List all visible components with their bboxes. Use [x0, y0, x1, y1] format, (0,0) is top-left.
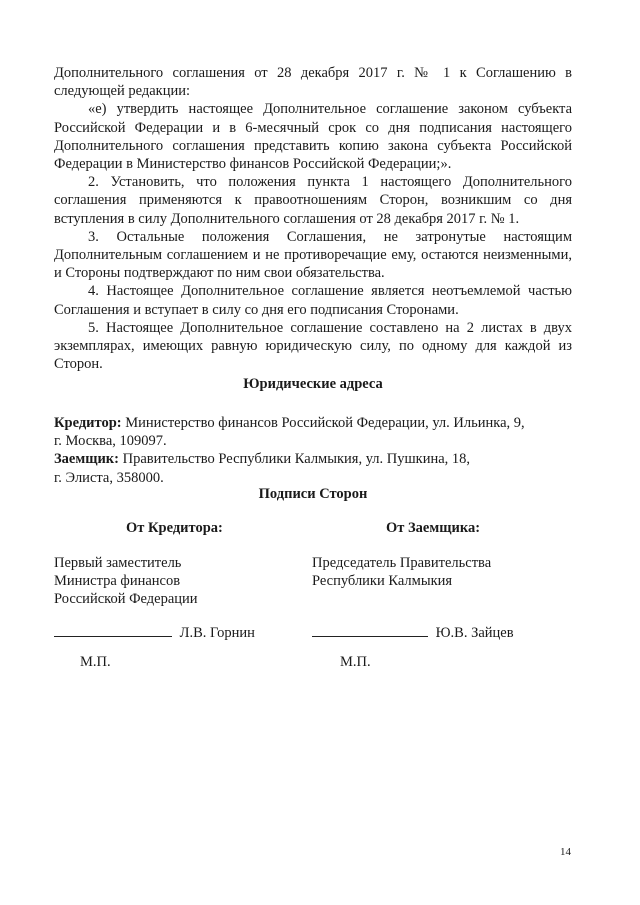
paragraph-subclause-e: «е) утвердить настоящее Дополнительное соглашение законом субъекта Российской Федерации и в 6-месячный срок со дня подписания настоящего Дополнительного соглашения представить копию закона субъекта Российской Федерации в Министерство финансов Российской Федерации;».	[54, 101, 572, 173]
legal-addresses-heading: Юридические адреса	[243, 376, 383, 392]
paragraph-clause-5: 5. Настоящее Дополнительное соглашение составлено на 2 листах в двух экземплярах, имеющих равную юридическую силу, по одному для каждой из Сторон.	[54, 319, 572, 373]
signature-underline	[312, 624, 428, 637]
paragraph-clause-3: 3. Остальные положения Соглашения, не затронутые настоящим Дополнительным соглашением и не противоречащие ему, остаются неизменными, и Стороны подтверждают по ним свои обязательства.	[54, 228, 572, 282]
signature-underline	[54, 624, 172, 637]
creditor-stamp-place: М.П.	[80, 654, 111, 670]
creditor-label: Кредитор:	[54, 415, 122, 431]
legal-addresses-block	[54, 414, 572, 487]
page-number: 14	[560, 846, 571, 858]
signatures-heading: Подписи Сторон	[258, 486, 368, 502]
borrower-position-line: Республики Калмыкия	[312, 573, 453, 590]
borrower-signatory-position	[312, 554, 491, 590]
paragraph-clause-4: 4. Настоящее Дополнительное соглашение является неотъемлемой частью Соглашения и вступает в силу со дня его подписания Сторонами.	[54, 283, 572, 318]
creditor-position-line: Российской Федерации	[54, 591, 198, 608]
creditor-signatory-name: Л.В. Горнин	[179, 625, 255, 641]
borrower-address: Правительство Республики Калмыкия, ул. Пушкина, 18,	[122, 451, 471, 468]
creditor-city: г. Москва, 109097.	[54, 433, 167, 450]
borrower-signature-heading: От Заемщика:	[386, 520, 481, 536]
creditor-signatory-position	[54, 554, 198, 609]
borrower-label: Заемщик:	[54, 451, 119, 468]
creditor-address-line	[54, 414, 572, 432]
creditor-position-line: Первый заместитель	[54, 555, 182, 571]
creditor-signature-line	[54, 624, 255, 642]
paragraph-clause-2: 2. Установить, что положения пункта 1 настоящего Дополнительного соглашения применяются к правоотношениям Сторон, возникшим со дня вступления в силу Дополнительного соглашения от 28 декабря 2017 г. № 1.	[54, 174, 572, 227]
agreement-body	[54, 64, 572, 373]
paragraph-continuation: Дополнительного соглашения от 28 декабря 2017 г. № 1 к Соглашению в следующей редакции:	[54, 65, 572, 100]
creditor-address: Министерство финансов Российской Федерации, ул. Ильинка, 9,	[125, 415, 525, 431]
borrower-signatory-name: Ю.В. Зайцев	[435, 625, 514, 641]
borrower-stamp-place: М.П.	[340, 654, 371, 670]
borrower-position-line: Председатель Правительства	[312, 555, 492, 571]
borrower-address-line	[54, 450, 572, 468]
borrower-signature-line	[312, 624, 514, 642]
creditor-position-line: Министра финансов	[54, 573, 181, 590]
creditor-signature-heading: От Кредитора:	[126, 520, 223, 536]
borrower-city: г. Элиста, 358000.	[54, 469, 164, 486]
